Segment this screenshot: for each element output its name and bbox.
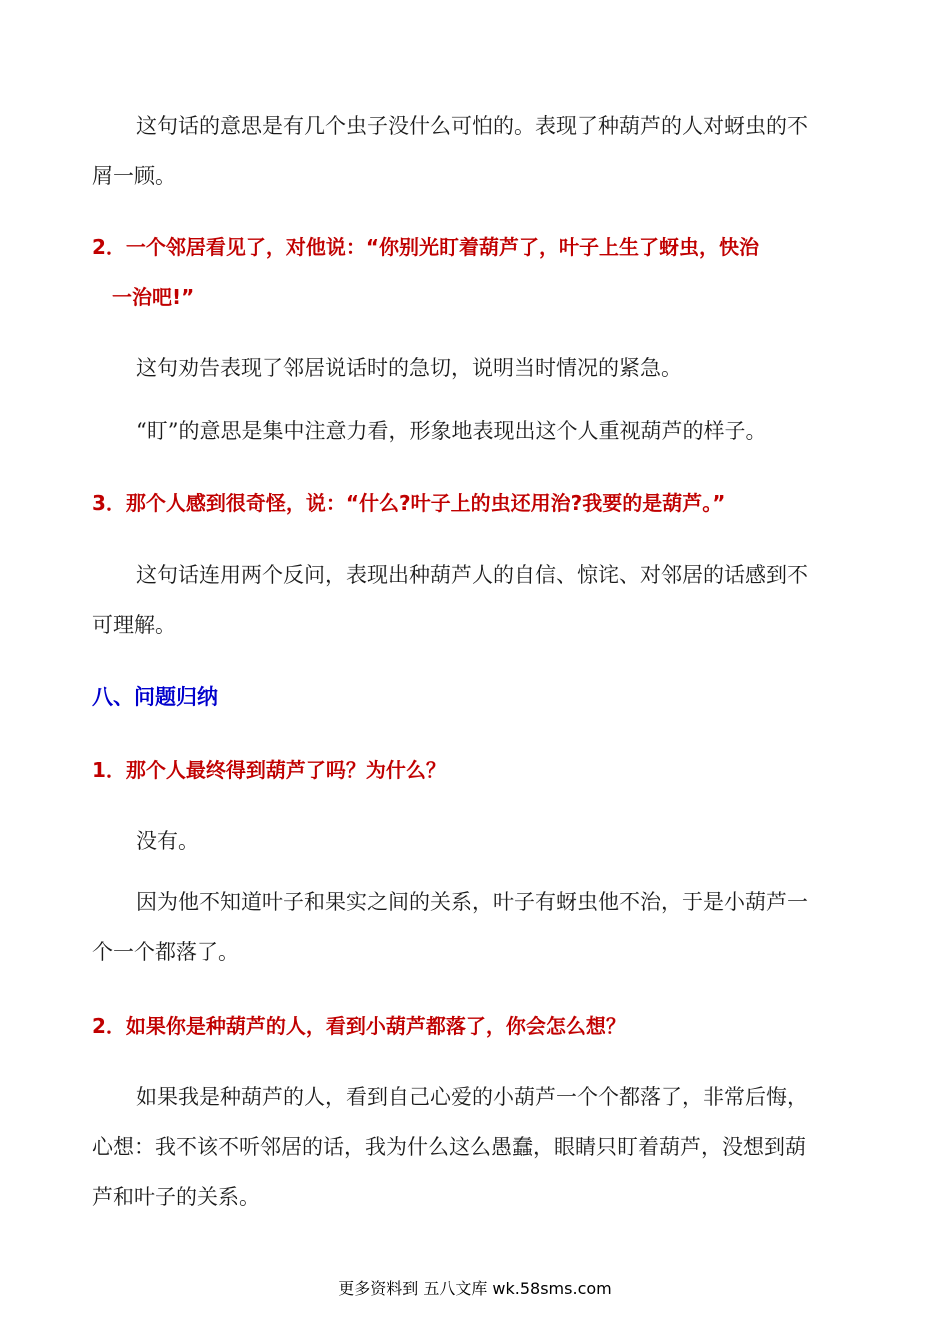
question-1-heading: 1．那个人最终得到葫芦了吗？为什么？ <box>92 758 446 782</box>
question-2-heading: 2．一个邻居看见了，对他说：“你别光盯着葫芦了，叶子上生了蚜虫，快治 <box>92 235 760 259</box>
paragraph-line: 这句话连用两个反问，表现出种葫芦人的自信、惊诧、对邻居的话感到不 <box>136 563 808 587</box>
paragraph-line: 因为他不知道叶子和果实之间的关系，叶子有蚜虫他不治，于是小葫芦一 <box>136 890 808 914</box>
paragraph-line: 心想：我不该不听邻居的话，我为什么这么愚蠢，眼睛只盯着葫芦，没想到葫 <box>92 1135 806 1159</box>
footer-link[interactable]: 更多资料到 五八文库 wk.58sms.com <box>338 1279 612 1298</box>
paragraph-line: 如果我是种葫芦的人，看到自己心爱的小葫芦一个个都落了，非常后悔， <box>136 1085 808 1109</box>
paragraph-line: 芦和叶子的关系。 <box>92 1185 260 1209</box>
question-2-heading-cont: 一治吧!” <box>112 285 195 309</box>
paragraph-line: “盯”的意思是集中注意力看，形象地表现出这个人重视葫芦的样子。 <box>136 419 767 443</box>
question-2b-heading: 2．如果你是种葫芦的人，看到小葫芦都落了，你会怎么想？ <box>92 1014 626 1038</box>
paragraph-line: 可理解。 <box>92 613 176 637</box>
question-3-heading: 3．那个人感到很奇怪，说：“什么?叶子上的虫还用治?我要的是葫芦。” <box>92 491 726 515</box>
paragraph-line: 这句话的意思是有几个虫子没什么可怕的。表现了种葫芦的人对蚜虫的不 <box>136 114 808 138</box>
section-heading: 八、问题归纳 <box>92 685 218 709</box>
paragraph-line: 屑一顾。 <box>92 164 176 188</box>
paragraph-line: 这句劝告表现了邻居说话时的急切，说明当时情况的紧急。 <box>136 356 682 380</box>
paragraph-line: 个一个都落了。 <box>92 940 239 964</box>
paragraph-line: 没有。 <box>136 829 199 853</box>
